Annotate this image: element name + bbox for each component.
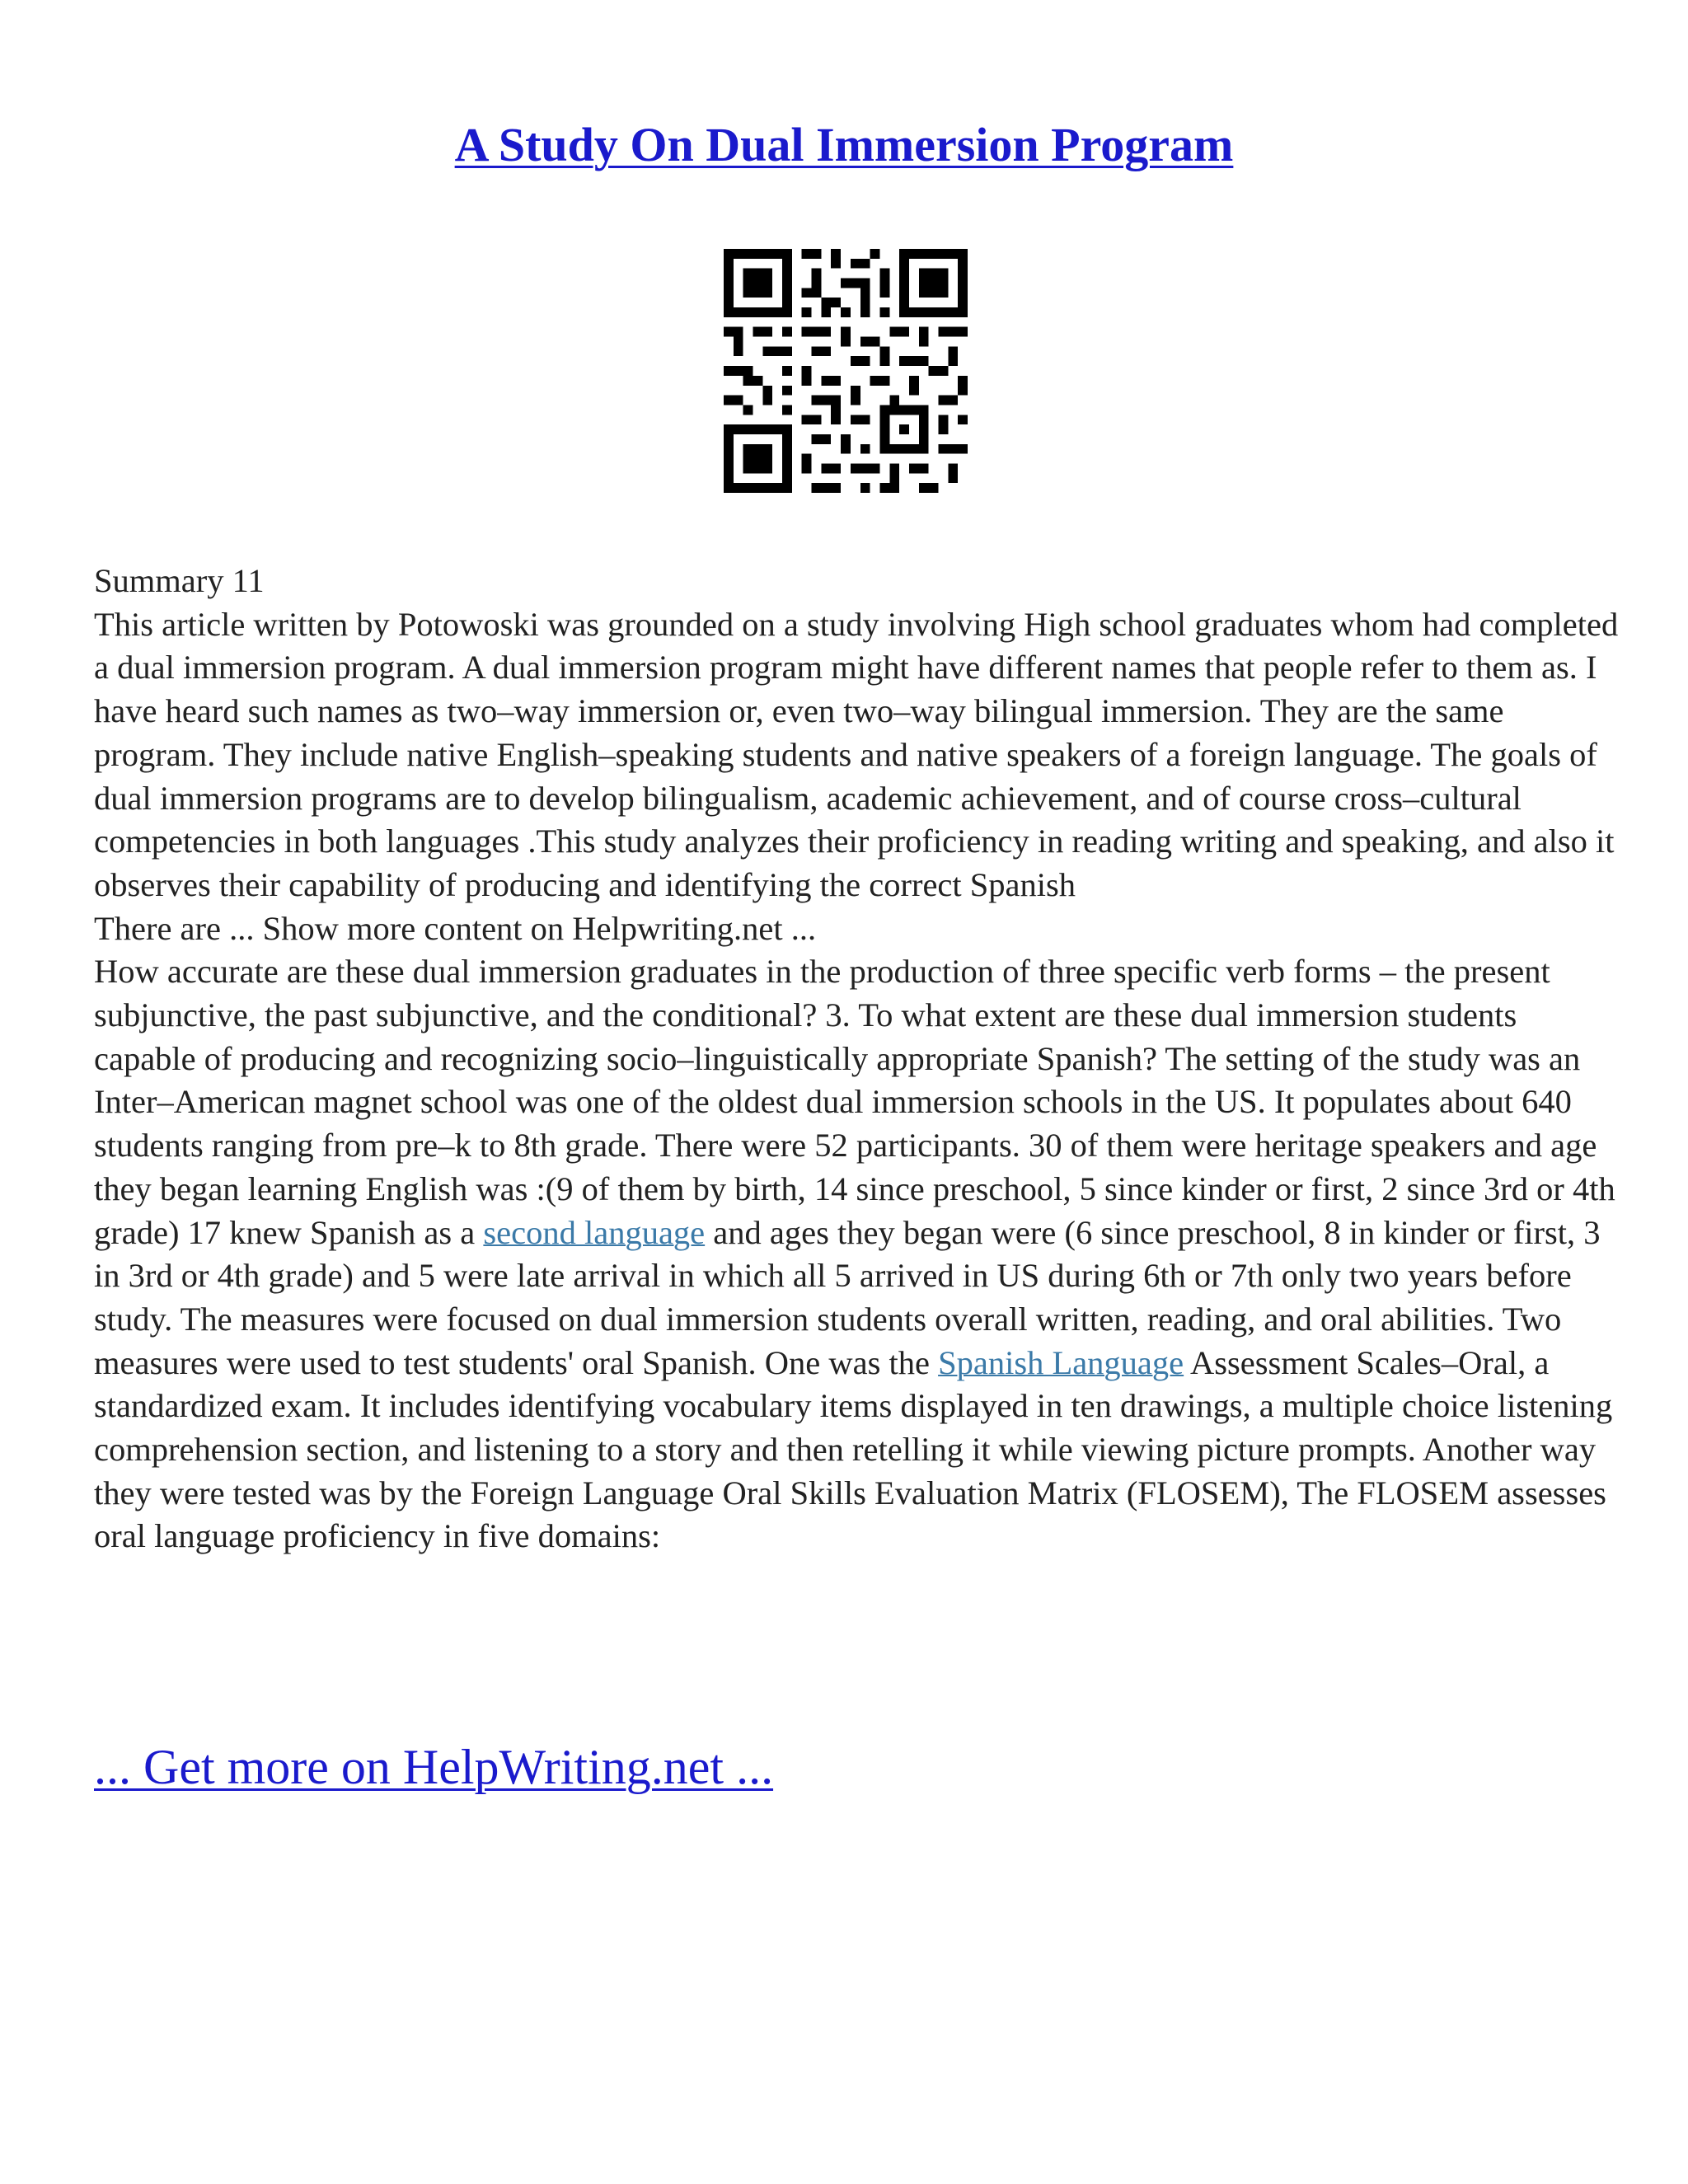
title-link[interactable]: A Study On Dual Immersion Program bbox=[454, 118, 1234, 171]
paragraph-intro: This article written by Potowoski was grounded on a study involving High school graduates whom had completed a dual immersion program. A dual immersion program might have different names that people refer to them as. I have heard such names as two–way immersion or, even two–way bilingual immersion. They are the same program. They include native English–speaking students and native speakers of a foreign language. The goals of dual immersion programs are to develop bilingualism, academic achievement, and of course cross–cultural competencies in both languages .This study analyzes their proficiency in reading writing and speaking, and also it observes their capability of producing and identifying the correct Spanish bbox=[94, 605, 1619, 903]
get-more-link[interactable]: ... Get more on HelpWriting.net ... bbox=[94, 1740, 774, 1794]
qr-code-icon bbox=[724, 249, 968, 493]
second-language-link[interactable]: second language bbox=[483, 1213, 706, 1251]
spanish-language-link[interactable]: Spanish Language bbox=[938, 1343, 1184, 1381]
article-body bbox=[94, 560, 1619, 1558]
get-more-section bbox=[94, 1737, 773, 1797]
paragraph-text: and ages they began were (6 since preschool, 8 in kinder or first, 3 in 3rd or 4th grade) and 5 were late arrival in which all 5 arrived in US during 6th or 7th only two years before study. The measures were focused on dual immersion students overall written, reading, and oral abilities. Two measures were used to test students' oral Spanish. One was the bbox=[94, 1213, 1601, 1381]
paragraph-text: Assessment Scales–Oral, a standardized exam. It includes identifying vocabulary items displayed in ten drawings, a multiple choice listening comprehension section, and listening to a story and then retelling it while viewing picture prompts. Another way they were tested was by the Foreign Language Oral Skills Evaluation Matrix (FLOSEM), The FLOSEM assesses oral language proficiency in five domains: bbox=[94, 1343, 1613, 1555]
qr-code bbox=[724, 249, 968, 493]
show-more-text: There are ... Show more content on Helpwriting.net ... bbox=[94, 909, 817, 947]
page-title bbox=[0, 115, 1688, 175]
summary-heading: Summary 11 bbox=[94, 562, 265, 599]
paragraph-text: How accurate are these dual immersion graduates in the production of three specific verb forms – the present subjunctive, the past subjunctive, and the conditional? 3. To what extent are these dual immersion students capable of producing and recognizing socio–linguistically appropriate Spanish? The setting of the study was an Inter–American magnet school was one of the oldest dual immersion schools in the US. It populates about 640 students ranging from pre–k to 8th grade. There were 52 participants. 30 of them were heritage speakers and age they began learning English was :(9 of them by birth, 14 since preschool, 5 since kinder or first, 2 since 3rd or 4th grade) 17 knew Spanish as a bbox=[94, 953, 1615, 1251]
paragraph-study bbox=[94, 950, 1619, 1558]
